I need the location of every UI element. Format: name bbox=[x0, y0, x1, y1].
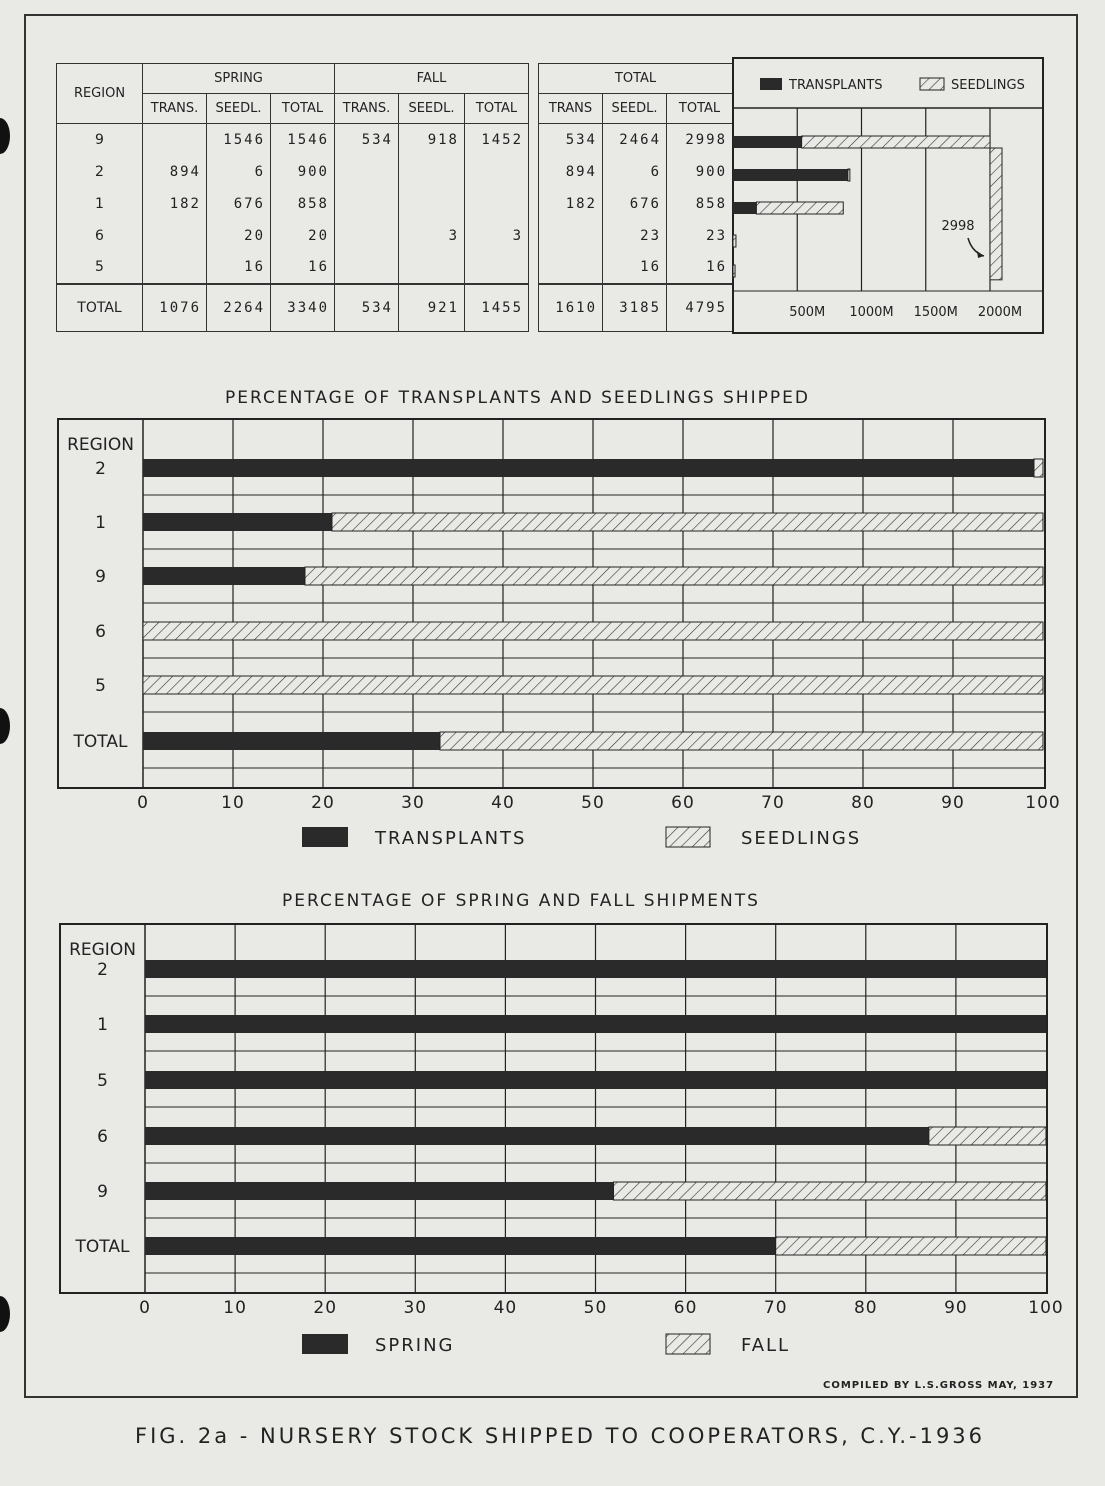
annotation-arrow bbox=[968, 238, 984, 256]
bar-seedlings bbox=[332, 513, 1043, 531]
bar-seedlings bbox=[756, 202, 843, 214]
chart-title-spring-fall: PERCENTAGE OF SPRING AND FALL SHIPMENTS bbox=[282, 891, 760, 911]
table-cell: 3340 bbox=[271, 284, 335, 332]
x-tick-label: 70 bbox=[761, 793, 785, 813]
bar-seedlings bbox=[305, 567, 1043, 585]
x-tick-label: 50 bbox=[581, 793, 605, 813]
table-cell: 16 bbox=[603, 252, 667, 284]
x-tick-label: 90 bbox=[944, 1298, 968, 1318]
region-cell: 5 bbox=[57, 252, 143, 284]
table-cell: 6 bbox=[207, 156, 271, 188]
spring-fall-chart bbox=[60, 924, 1064, 1356]
mini-bar-chart bbox=[733, 58, 1043, 333]
bar-seedlings-overflow bbox=[990, 148, 1002, 280]
header-region: REGION bbox=[57, 64, 143, 124]
table-cell: 676 bbox=[603, 188, 667, 220]
bar-seedlings bbox=[733, 265, 735, 277]
subheader: SEEDL. bbox=[603, 94, 667, 124]
table-cell: 182 bbox=[143, 188, 207, 220]
x-tick-label: 100 bbox=[1028, 1298, 1064, 1318]
table-cell: 16 bbox=[207, 252, 271, 284]
legend-label-fall: FALL bbox=[741, 1335, 791, 1356]
table-cell: 4795 bbox=[667, 284, 733, 332]
x-tick-label: 90 bbox=[941, 793, 965, 813]
legend-label-transplants: TRANSPLANTS bbox=[375, 828, 527, 849]
category-label: 1 bbox=[97, 1015, 108, 1035]
legend-swatch-transplants bbox=[760, 78, 782, 90]
x-tick-label: 500M bbox=[789, 305, 826, 320]
bar-seedlings bbox=[802, 136, 990, 148]
table-cell: 900 bbox=[667, 156, 733, 188]
region-cell: 6 bbox=[57, 220, 143, 252]
header-total: TOTAL bbox=[539, 64, 733, 94]
table-cell: 534 bbox=[335, 124, 399, 156]
category-label: 6 bbox=[95, 622, 106, 642]
x-tick-label: 2000M bbox=[977, 305, 1023, 320]
axis-header: REGION bbox=[67, 435, 134, 455]
table-cell: 1610 bbox=[539, 284, 603, 332]
category-label: 2 bbox=[95, 459, 106, 479]
x-tick-label: 60 bbox=[671, 793, 695, 813]
bar-transplants bbox=[143, 567, 305, 585]
category-label: 2 bbox=[97, 960, 108, 980]
table-cell: 16 bbox=[271, 252, 335, 284]
bar-fall bbox=[929, 1127, 1046, 1145]
table-cell: 2998 bbox=[667, 124, 733, 156]
region-cell: 9 bbox=[57, 124, 143, 156]
bar-transplants bbox=[733, 169, 848, 181]
table-cell: 534 bbox=[335, 284, 399, 332]
x-tick-label: 20 bbox=[311, 793, 335, 813]
x-tick-label: 60 bbox=[673, 1298, 698, 1318]
bar-spring bbox=[145, 1237, 776, 1255]
x-tick-label: 1000M bbox=[849, 305, 894, 320]
table-cell: 676 bbox=[207, 188, 271, 220]
table-cell: 182 bbox=[539, 188, 603, 220]
bar-seedlings bbox=[733, 235, 736, 247]
table-cell: 23 bbox=[667, 220, 733, 252]
table-cell: 1546 bbox=[207, 124, 271, 156]
bar-spring bbox=[145, 1182, 614, 1200]
x-tick-label: 40 bbox=[493, 1298, 518, 1318]
legend-swatch-spring bbox=[302, 1334, 348, 1354]
bar-spring bbox=[145, 960, 1046, 978]
chart-title-transplants: PERCENTAGE OF TRANSPLANTS AND SEEDLINGS SHIPPED bbox=[225, 388, 810, 408]
table-cell: 534 bbox=[539, 124, 603, 156]
table-cell: 858 bbox=[667, 188, 733, 220]
x-tick-label: 10 bbox=[221, 793, 245, 813]
legend-swatch-seedlings bbox=[920, 78, 944, 90]
table-cell: 3185 bbox=[603, 284, 667, 332]
table-cell: 858 bbox=[271, 188, 335, 220]
bar-spring bbox=[145, 1127, 929, 1145]
subheader: TOTAL bbox=[667, 94, 733, 124]
category-label: 1 bbox=[95, 513, 106, 533]
header-fall: FALL bbox=[335, 64, 529, 94]
subheader: TOTAL bbox=[465, 94, 529, 124]
table-cell: 894 bbox=[539, 156, 603, 188]
legend-swatch-seedlings bbox=[666, 827, 710, 847]
category-label: 6 bbox=[97, 1127, 108, 1147]
bar-seedlings bbox=[440, 732, 1043, 750]
credit-note: COMPILED BY L.S.GROSS MAY, 1937 bbox=[823, 1380, 1055, 1391]
annotation-label: 2998 bbox=[941, 219, 975, 234]
legend-label-spring: SPRING bbox=[375, 1335, 455, 1356]
table-cell: 3 bbox=[399, 220, 465, 252]
header-spring: SPRING bbox=[143, 64, 335, 94]
x-tick-label: 80 bbox=[851, 793, 875, 813]
table-cell: 900 bbox=[271, 156, 335, 188]
legend-swatch-fall bbox=[666, 1334, 710, 1354]
legend-swatch-transplants bbox=[302, 827, 348, 847]
bar-transplants bbox=[143, 459, 1034, 477]
region-cell: 1 bbox=[57, 188, 143, 220]
subheader: TRANS bbox=[539, 94, 603, 124]
legend-label-transplants: TRANSPLANTS bbox=[789, 78, 883, 93]
table-cell: 2464 bbox=[603, 124, 667, 156]
figure-title: FIG. 2a - NURSERY STOCK SHIPPED TO COOPERATORS, C.Y.-1936 bbox=[135, 1424, 986, 1448]
bar-transplants bbox=[143, 732, 440, 750]
region-cell: 2 bbox=[57, 156, 143, 188]
axis-header: REGION bbox=[69, 940, 136, 960]
table-cell: 20 bbox=[271, 220, 335, 252]
transplant-seedling-chart bbox=[58, 419, 1061, 849]
subheader: TRANS. bbox=[143, 94, 207, 124]
table-cell: 2264 bbox=[207, 284, 271, 332]
subheader: SEEDL. bbox=[399, 94, 465, 124]
bar-seedlings bbox=[143, 676, 1043, 694]
category-label: 9 bbox=[97, 1182, 108, 1202]
table-cell: 20 bbox=[207, 220, 271, 252]
category-label: TOTAL bbox=[75, 1237, 130, 1257]
bar-fall bbox=[614, 1182, 1046, 1200]
category-label: 5 bbox=[97, 1071, 108, 1091]
x-tick-label: 40 bbox=[491, 793, 515, 813]
bar-transplants bbox=[733, 202, 756, 214]
subheader: TRANS. bbox=[335, 94, 399, 124]
annotation-arrowhead bbox=[977, 251, 984, 258]
category-label: TOTAL bbox=[73, 732, 128, 752]
bar-transplants bbox=[733, 136, 802, 148]
x-tick-label: 30 bbox=[401, 793, 425, 813]
x-tick-label: 50 bbox=[583, 1298, 608, 1318]
x-tick-label: 30 bbox=[403, 1298, 428, 1318]
table-cell: 1455 bbox=[465, 284, 529, 332]
x-tick-label: 70 bbox=[763, 1298, 788, 1318]
table-cell: 1452 bbox=[465, 124, 529, 156]
table-cell: 3 bbox=[465, 220, 529, 252]
subheader: TOTAL bbox=[271, 94, 335, 124]
legend-label-seedlings: SEEDLINGS bbox=[951, 78, 1025, 93]
category-label: 5 bbox=[95, 676, 106, 696]
category-label: 9 bbox=[95, 567, 106, 587]
x-tick-label: 20 bbox=[313, 1298, 338, 1318]
table-cell: 6 bbox=[603, 156, 667, 188]
bar-spring bbox=[145, 1071, 1046, 1089]
bar-seedlings bbox=[143, 622, 1043, 640]
bar-seedlings bbox=[1034, 459, 1043, 477]
table-cell: 918 bbox=[399, 124, 465, 156]
x-tick-label: 0 bbox=[139, 1298, 151, 1318]
region-cell: TOTAL bbox=[57, 284, 143, 332]
table-cell: 894 bbox=[143, 156, 207, 188]
x-tick-label: 100 bbox=[1025, 793, 1061, 813]
table-cell: 1076 bbox=[143, 284, 207, 332]
bar-spring bbox=[145, 1015, 1046, 1033]
bar-seedlings bbox=[848, 169, 850, 181]
table-cell: 23 bbox=[603, 220, 667, 252]
subheader: SEEDL. bbox=[207, 94, 271, 124]
x-tick-label: 1500M bbox=[913, 305, 958, 320]
table-cell: 1546 bbox=[271, 124, 335, 156]
x-tick-label: 0 bbox=[137, 793, 149, 813]
legend-label-seedlings: SEEDLINGS bbox=[741, 828, 862, 849]
table-cell: 921 bbox=[399, 284, 465, 332]
x-tick-label: 80 bbox=[853, 1298, 878, 1318]
bar-fall bbox=[776, 1237, 1046, 1255]
table-cell: 16 bbox=[667, 252, 733, 284]
x-tick-label: 10 bbox=[223, 1298, 247, 1318]
bar-transplants bbox=[143, 513, 332, 531]
